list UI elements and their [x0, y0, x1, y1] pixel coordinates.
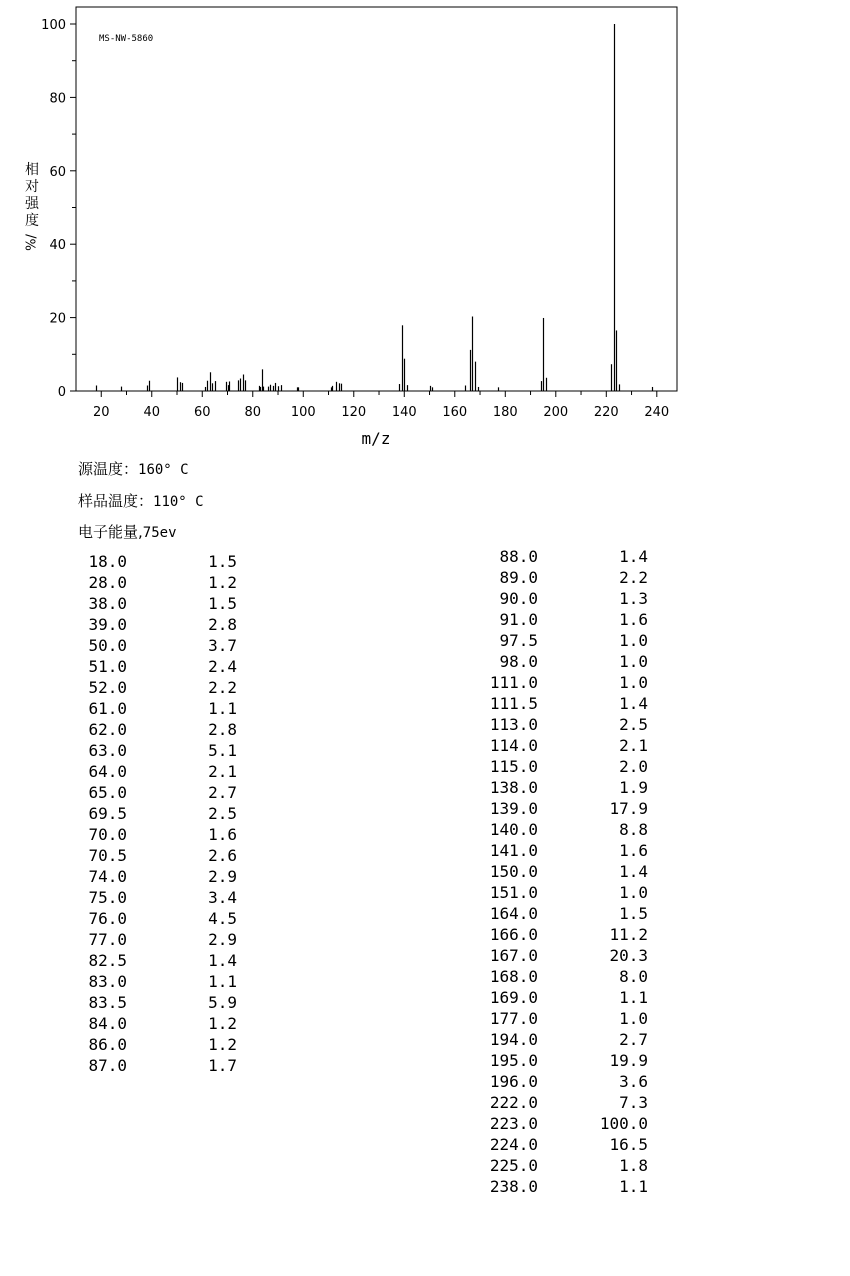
mz-value: 141.0 [489, 841, 538, 860]
x-tick-label: 200 [543, 405, 569, 420]
table-row [80, 1055, 260, 1076]
mz-value: 225.0 [489, 1156, 538, 1175]
table-row [80, 761, 260, 782]
table-row [470, 546, 670, 567]
mz-value: 52.0 [88, 678, 127, 697]
y-tick-label: 0 [57, 385, 66, 400]
intensity-value: 1.0 [619, 883, 648, 902]
table-row [470, 756, 670, 777]
intensity-value: 1.7 [208, 1056, 237, 1075]
intensity-value: 1.5 [619, 904, 648, 923]
mz-value: 61.0 [88, 699, 127, 718]
table-row [80, 782, 260, 803]
table-row [470, 924, 670, 945]
intensity-value: 2.5 [208, 804, 237, 823]
mz-value: 113.0 [489, 715, 538, 734]
table-row [470, 945, 670, 966]
mz-value: 91.0 [499, 610, 538, 629]
mz-value: 114.0 [489, 736, 538, 755]
mz-value: 115.0 [489, 757, 538, 776]
mz-value: 195.0 [489, 1051, 538, 1070]
table-row [470, 840, 670, 861]
table-row [470, 1134, 670, 1155]
mz-value: 87.0 [88, 1056, 127, 1075]
table-row [80, 803, 260, 824]
table-row [470, 1029, 670, 1050]
y-label-char: 对 [25, 179, 39, 195]
intensity-value: 5.9 [208, 993, 237, 1012]
intensity-value: 2.2 [619, 568, 648, 587]
mz-value: 84.0 [88, 1014, 127, 1033]
x-tick-label: 100 [290, 405, 316, 420]
mz-value: 164.0 [489, 904, 538, 923]
intensity-value: 2.6 [208, 846, 237, 865]
table-row [80, 593, 260, 614]
x-axis-label: m/z [361, 429, 391, 448]
table-row [470, 1050, 670, 1071]
mz-value: 50.0 [88, 636, 127, 655]
table-row [80, 635, 260, 656]
table-row [80, 719, 260, 740]
intensity-value: 1.0 [619, 631, 648, 650]
electron-energy-label: 电子能量, [78, 523, 143, 541]
x-tick-label: 20 [92, 405, 110, 420]
table-row [80, 908, 260, 929]
mz-value: 70.0 [88, 825, 127, 844]
table-row [470, 672, 670, 693]
intensity-value: 1.6 [208, 825, 237, 844]
intensity-value: 20.3 [609, 946, 648, 965]
source-temperature-label: 源温度： [78, 460, 139, 478]
table-row [80, 677, 260, 698]
table-row [470, 777, 670, 798]
table-row [470, 567, 670, 588]
intensity-value: 1.6 [619, 841, 648, 860]
mz-value: 97.5 [499, 631, 538, 650]
intensity-value: 1.1 [619, 1177, 648, 1196]
x-tick-label: 80 [244, 405, 262, 420]
mz-value: 222.0 [489, 1093, 538, 1112]
table-row [470, 1176, 670, 1197]
table-row [80, 572, 260, 593]
table-row [80, 614, 260, 635]
table-row [470, 693, 670, 714]
mz-value: 196.0 [489, 1072, 538, 1091]
mass-spectrum-chart [0, 0, 850, 455]
table-row [80, 971, 260, 992]
intensity-value: 2.4 [208, 657, 237, 676]
sample-temperature-value: 110° C [153, 494, 204, 510]
intensity-value: 1.0 [619, 673, 648, 692]
mz-value: 38.0 [88, 594, 127, 613]
intensity-value: 2.8 [208, 720, 237, 739]
mz-value: 138.0 [489, 778, 538, 797]
intensity-value: 1.1 [208, 699, 237, 718]
table-row [80, 551, 260, 572]
mz-value: 39.0 [88, 615, 127, 634]
intensity-value: 1.0 [619, 652, 648, 671]
mz-value: 169.0 [489, 988, 538, 1007]
mz-value: 18.0 [88, 552, 127, 571]
peak-table-left [80, 551, 260, 1076]
intensity-value: 3.7 [208, 636, 237, 655]
table-row [80, 992, 260, 1013]
intensity-value: 19.9 [609, 1051, 648, 1070]
table-row [80, 1034, 260, 1055]
intensity-value: 8.8 [619, 820, 648, 839]
source-temperature [78, 458, 189, 479]
table-row [80, 845, 260, 866]
mz-value: 168.0 [489, 967, 538, 986]
x-tick-label: 140 [391, 405, 417, 420]
x-tick-label: 160 [442, 405, 468, 420]
intensity-value: 1.5 [208, 594, 237, 613]
intensity-value: 1.0 [619, 1009, 648, 1028]
table-row [80, 698, 260, 719]
mz-value: 28.0 [88, 573, 127, 592]
mz-value: 224.0 [489, 1135, 538, 1154]
table-row [470, 1092, 670, 1113]
spectrum-code: MS-NW-5860 [99, 34, 154, 44]
mz-value: 62.0 [88, 720, 127, 739]
table-row [470, 903, 670, 924]
table-row [80, 866, 260, 887]
intensity-value: 1.8 [619, 1156, 648, 1175]
intensity-value: 2.7 [208, 783, 237, 802]
x-tick-label: 120 [341, 405, 367, 420]
mz-value: 111.0 [489, 673, 538, 692]
intensity-value: 100.0 [599, 1114, 648, 1133]
mz-value: 69.5 [88, 804, 127, 823]
mz-value: 88.0 [499, 547, 538, 566]
intensity-value: 1.1 [619, 988, 648, 1007]
intensity-value: 1.4 [619, 862, 648, 881]
mz-value: 86.0 [88, 1035, 127, 1054]
table-row [80, 929, 260, 950]
mz-value: 65.0 [88, 783, 127, 802]
mz-value: 82.5 [88, 951, 127, 970]
intensity-value: 2.5 [619, 715, 648, 734]
table-row [470, 735, 670, 756]
table-row [470, 966, 670, 987]
mz-value: 98.0 [499, 652, 538, 671]
mz-value: 238.0 [489, 1177, 538, 1196]
table-row [470, 819, 670, 840]
table-row [470, 1008, 670, 1029]
table-row [80, 656, 260, 677]
x-axis [93, 391, 669, 420]
mz-value: 150.0 [489, 862, 538, 881]
y-label-unit: %/ [24, 234, 40, 251]
table-row [80, 950, 260, 971]
intensity-value: 2.1 [208, 762, 237, 781]
intensity-value: 1.9 [619, 778, 648, 797]
y-label-char: 强 [25, 196, 39, 212]
intensity-value: 1.5 [208, 552, 237, 571]
table-row [470, 1155, 670, 1176]
intensity-value: 1.2 [208, 573, 237, 592]
intensity-value: 1.2 [208, 1014, 237, 1033]
y-axis [41, 18, 76, 400]
intensity-value: 2.2 [208, 678, 237, 697]
intensity-value: 5.1 [208, 741, 237, 760]
sample-temperature-label: 样品温度： [78, 492, 154, 510]
sample-temperature [78, 490, 204, 511]
mz-value: 70.5 [88, 846, 127, 865]
intensity-value: 4.5 [208, 909, 237, 928]
source-temperature-value: 160° C [138, 462, 189, 478]
y-label-char: 度 [25, 213, 39, 229]
intensity-value: 3.6 [619, 1072, 648, 1091]
intensity-value: 2.0 [619, 757, 648, 776]
y-tick-label: 80 [49, 91, 66, 107]
intensity-value: 1.2 [208, 1035, 237, 1054]
intensity-value: 2.8 [208, 615, 237, 634]
x-tick-label: 60 [193, 405, 211, 420]
x-tick-label: 220 [593, 405, 619, 420]
y-tick-label: 100 [41, 18, 66, 33]
intensity-value: 1.3 [619, 589, 648, 608]
table-row [470, 882, 670, 903]
intensity-value: 1.4 [619, 694, 648, 713]
mz-value: 194.0 [489, 1030, 538, 1049]
table-row [470, 609, 670, 630]
mz-value: 64.0 [88, 762, 127, 781]
intensity-value: 17.9 [609, 799, 648, 818]
peak-table-right [470, 546, 670, 1197]
y-axis-label [21, 162, 43, 251]
mz-value: 177.0 [489, 1009, 538, 1028]
mz-value: 140.0 [489, 820, 538, 839]
x-tick-label: 40 [143, 405, 161, 420]
x-tick-label: 240 [644, 405, 670, 420]
mz-value: 166.0 [489, 925, 538, 944]
x-tick-label: 180 [492, 405, 518, 420]
intensity-value: 2.1 [619, 736, 648, 755]
mz-value: 63.0 [88, 741, 127, 760]
intensity-value: 1.6 [619, 610, 648, 629]
peak-bars [97, 24, 653, 391]
table-row [80, 887, 260, 908]
mz-value: 167.0 [489, 946, 538, 965]
intensity-value: 1.4 [208, 951, 237, 970]
y-tick-label: 20 [49, 311, 66, 327]
table-row [470, 1071, 670, 1092]
intensity-value: 16.5 [609, 1135, 648, 1154]
mz-value: 51.0 [88, 657, 127, 676]
plot-frame [76, 7, 677, 391]
mz-value: 74.0 [88, 867, 127, 886]
intensity-value: 3.4 [208, 888, 237, 907]
y-tick-label: 40 [49, 238, 66, 254]
y-label-char: 相 [25, 162, 39, 178]
table-row [470, 987, 670, 1008]
table-row [80, 824, 260, 845]
table-row [470, 798, 670, 819]
intensity-value: 2.7 [619, 1030, 648, 1049]
table-row [80, 740, 260, 761]
intensity-value: 1.4 [619, 547, 648, 566]
table-row [80, 1013, 260, 1034]
y-tick-label: 60 [49, 164, 66, 180]
electron-energy-value: 75ev [142, 525, 177, 541]
mz-value: 77.0 [88, 930, 127, 949]
table-row [470, 630, 670, 651]
mz-value: 90.0 [499, 589, 538, 608]
mz-value: 89.0 [499, 568, 538, 587]
mz-value: 75.0 [88, 888, 127, 907]
table-row [470, 588, 670, 609]
intensity-value: 1.1 [208, 972, 237, 991]
intensity-value: 11.2 [609, 925, 648, 944]
mz-value: 76.0 [88, 909, 127, 928]
intensity-value: 2.9 [208, 867, 237, 886]
table-row [470, 714, 670, 735]
mz-value: 223.0 [489, 1114, 538, 1133]
table-row [470, 861, 670, 882]
intensity-value: 7.3 [619, 1093, 648, 1112]
mz-value: 83.0 [88, 972, 127, 991]
mz-value: 151.0 [489, 883, 538, 902]
table-row [470, 651, 670, 672]
intensity-value: 2.9 [208, 930, 237, 949]
electron-energy [78, 521, 177, 542]
mz-value: 111.5 [489, 694, 538, 713]
minor-ticks [72, 61, 632, 395]
table-row [470, 1113, 670, 1134]
intensity-value: 8.0 [619, 967, 648, 986]
mz-value: 139.0 [489, 799, 538, 818]
mz-value: 83.5 [88, 993, 127, 1012]
